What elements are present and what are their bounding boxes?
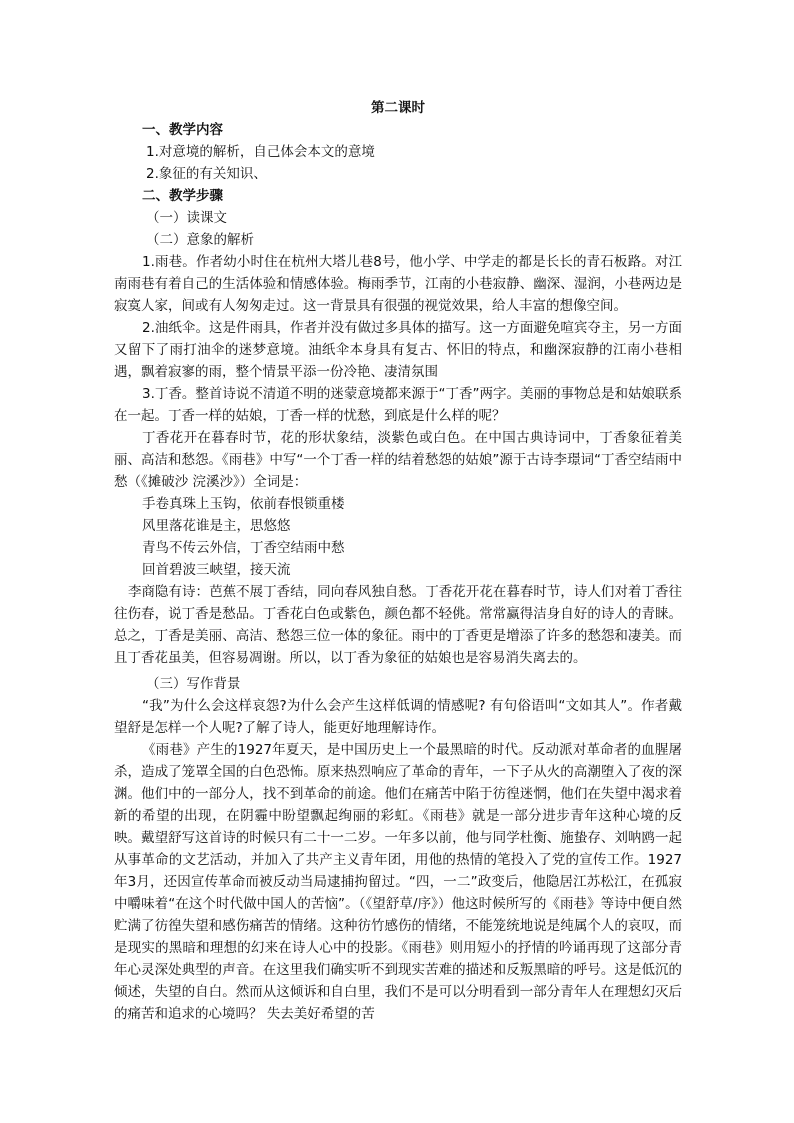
list-item: 1.对意境的解析，自己体会本文的意境 — [146, 144, 375, 160]
paragraph-background-history: 《雨巷》产生的1927年夏天，是中国历史上一个最黑暗的时代。反动派对革命者的血腥屠杀，造成了笼罩全国的白色恐怖。原来热烈响应了革命的青年，一下子从火的高潮堕入了夜的深渊。他们中的一部分人，找不到革命的前途。他们在痛苦中陷于彷徨迷惘，他们在失望中渴求着新的希望的出现，在阴霾中盼望飘起绚丽的彩虹。《雨巷》就是一部分进步青年这种心境的反映。戴望舒写这首诗的时候只有二十一二岁。一年多以前，他与同学杜衡、施蛰存、刘呐鸥一起从事革命的文艺活动，并加入了共产主义青年团，用他的热情的笔投入了党的宣传工作。1927年3月，还因宣传革命而被反动当局逮捕拘留过。“四，一二”政变后，他隐居江苏松江，在孤寂中嚼味着“在这个时代做中国人的苦恼”。（《望舒草/序》）他这时候所写的《雨巷》等诗中便自然贮满了彷徨失望和感伤痛苦的情绪。这种彷竹感伤的情绪，不能笼统地说是纯属个人的哀叹，而是现实的黑暗和理想的幻来在诗人心中的投影。《雨巷》则用短小的抒情的吟诵再现了这部分青年心灵深处典型的声音。在这里我们确实听不到现实苦难的描述和反叛黑暗的呼号。这是低沉的倾述，失望的自白。然而从这倾诉和自白里，我们不是可以分明看到一部分青年人在理想幻灭后的痛苦和追求的心境吗？ 失去美好希望的苦 — [114, 742, 682, 1022]
step-heading: （三）写作背景 — [146, 676, 241, 692]
poem-line: 回首碧波三峡望，接天流 — [142, 562, 291, 578]
section-heading-content: 一、教学内容 — [142, 122, 223, 138]
list-item: 2.象征的有关知识、 — [146, 166, 267, 182]
paragraph-li-shangyin: 李商隐有诗：芭蕉不展丁香结，同向春风独自愁。丁香花开花在暮春时节，诗人们对着丁香往往伤春，说丁香是愁品。丁香花白色或紫色，颜色都不轻佻。常常赢得洁身自好的诗人的青睐。总之，丁香是美丽、高洁、愁怨三位一体的象征。雨中的丁香更是增添了许多的愁怨和凄美。而且丁香花虽美，但容易凋谢。所以，以丁香为象征的姑娘也是容易消失离去的。 — [114, 584, 682, 666]
paragraph-rain-lane: 1.雨巷。作者幼小时住在杭州大塔儿巷8号，他小学、中学走的都是长长的青石板路。对江南雨巷有着自己的生活体验和情感体验。梅雨季节，江南的小巷寂静、幽深、湿润，小巷两边是寂寞人家，间或有人匆匆走过。这一背景具有很强的视觉效果，给人丰富的想像空间。 — [114, 254, 682, 314]
step-heading: （一）读课文 — [146, 210, 227, 226]
document-page — [114, 97, 682, 1025]
page-title: 第二课时 — [371, 100, 425, 116]
poem-line: 青鸟不传云外信，丁香空结雨中愁 — [142, 540, 345, 556]
paragraph-umbrella: 2.油纸伞。这是件雨具，作者并没有做过多具体的描写。这一方面避免喧宾夺主，另一方面又留下了雨打油伞的迷梦意境。油纸伞本身具有复古、怀旧的特点，和幽深寂静的江南小巷相遇，飘着寂寥的雨，整个情景平添一份冷艳、凄清氛围 — [114, 320, 682, 380]
poem-line: 风里落花谁是主，思悠悠 — [142, 518, 291, 534]
paragraph-lilac-symbol: 丁香花开在暮春时节，花的形状象结，淡紫色或白色。在中国古典诗词中，丁香象征着美丽、高洁和愁怨。《雨巷》中写“一个丁香一样的结着愁怨的姑娘”源于古诗李璟词“丁香空结雨中愁（《摊破沙 浣溪沙》）全词是： — [114, 430, 682, 490]
paragraph-lilac: 3.丁香。整首诗说不清道不明的迷蒙意境都来源于“丁香”两字。美丽的事物总是和姑娘联系在一起。丁香一样的姑娘，丁香一样的忧愁，到底是什么样的呢？ — [114, 386, 682, 424]
step-heading: （二）意象的解析 — [146, 232, 254, 248]
poem-line: 手卷真珠上玉钩，依前春恨锁重楼 — [142, 496, 345, 512]
section-heading-steps: 二、教学步骤 — [142, 188, 223, 204]
paragraph-background-intro: “我”为什么会这样哀怨?为什么会产生这样低调的情感呢? 有句俗语叫“文如其人”。作者戴望舒是怎样一个人呢?了解了诗人，能更好地理解诗作。 — [114, 698, 682, 736]
